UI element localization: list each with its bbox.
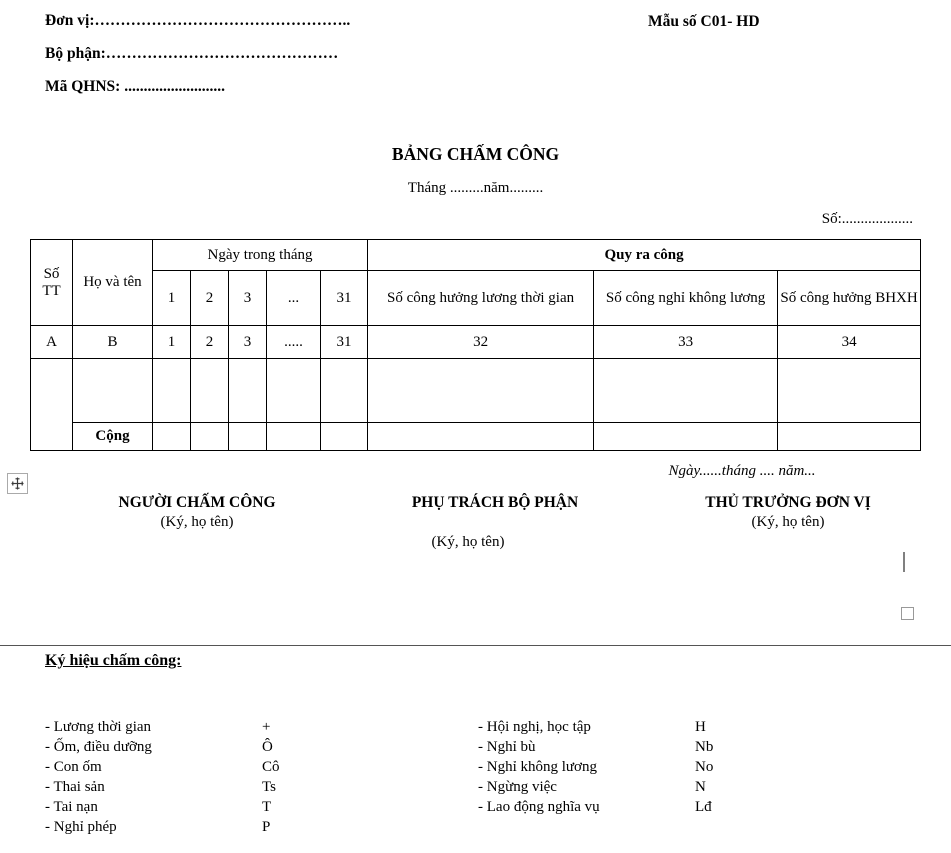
legend-item xyxy=(478,737,768,757)
text-cursor-mark xyxy=(903,552,905,572)
legend-symbol: Nb xyxy=(695,739,714,755)
col-header-quy-group: Quy ra công xyxy=(368,240,921,271)
total-bhxh-cell[interactable] xyxy=(778,423,921,451)
legend-item xyxy=(45,777,335,797)
legend-label: - Lao động nghĩa vụ xyxy=(478,799,600,815)
signer-title-phu-trach: PHỤ TRÁCH BỘ PHẬN xyxy=(411,494,579,511)
resize-handle-icon[interactable] xyxy=(901,607,914,620)
entry-day-cell[interactable] xyxy=(191,359,229,423)
legend-item xyxy=(478,777,768,797)
index-cell-3: 3 xyxy=(229,326,267,359)
page-subtitle: Tháng .........năm......... xyxy=(407,180,544,196)
timesheet-table xyxy=(30,239,921,451)
entry-day-cell[interactable] xyxy=(153,359,191,423)
legend-label: - Con ốm xyxy=(45,759,102,775)
col-header-paid-time: Số công hưởng lương thời gian xyxy=(368,271,594,326)
field-ma-qhns: Mã QHNS: .......................... xyxy=(45,78,225,95)
legend-label: - Ốm, điều dưỡng xyxy=(45,739,152,755)
legend-symbol: Cô xyxy=(262,759,280,775)
col-header-stt: Số TT xyxy=(31,240,73,326)
legend-symbol: N xyxy=(695,779,706,795)
entry-unpaid-cell[interactable] xyxy=(594,359,778,423)
col-header-day-3: 3 xyxy=(229,271,267,326)
legend-symbol: Lđ xyxy=(695,799,712,815)
entry-day-cell[interactable] xyxy=(229,359,267,423)
legend-item xyxy=(478,797,768,817)
legend-symbol: P xyxy=(262,819,271,835)
index-cell-31: 31 xyxy=(321,326,368,359)
form-number: Mẫu số C01- HD xyxy=(648,13,760,30)
col-header-unpaid: Số công nghỉ không lương xyxy=(594,271,778,326)
date-line: Ngày......tháng .... năm... xyxy=(668,463,816,479)
total-day-cell[interactable] xyxy=(229,423,267,451)
legend-symbol: H xyxy=(695,719,706,735)
legend-symbol: T xyxy=(262,799,272,815)
serial-number-line: Số:................... xyxy=(821,211,913,227)
entry-day-cell[interactable] xyxy=(321,359,368,423)
table-move-handle-icon[interactable] xyxy=(7,473,28,494)
index-cell-33: 33 xyxy=(594,326,778,359)
legend-item xyxy=(45,817,335,837)
entry-bhxh-cell[interactable] xyxy=(778,359,921,423)
signer-title-thu-truong: THỦ TRƯỞNG ĐƠN VỊ xyxy=(705,494,871,511)
move-cross-icon xyxy=(11,477,24,490)
legend-label: - Thai sản xyxy=(45,779,105,795)
entry-paid-time-cell[interactable] xyxy=(368,359,594,423)
index-cell-b: B xyxy=(73,326,153,359)
index-cell-2: 2 xyxy=(191,326,229,359)
total-day-cell[interactable] xyxy=(321,423,368,451)
legend-symbol: No xyxy=(695,759,714,775)
index-cell-32: 32 xyxy=(368,326,594,359)
legend-item xyxy=(45,717,335,737)
legend-item xyxy=(478,757,768,777)
legend-item xyxy=(45,737,335,757)
field-don-vi: Đơn vị:………………………………………….. xyxy=(45,12,351,29)
legend-label: - Tai nạn xyxy=(45,799,98,815)
legend-label: - Nghỉ không lương xyxy=(478,759,597,775)
legend-right-column xyxy=(478,717,768,817)
signer-sub-thu-truong: (Ký, họ tên) xyxy=(751,514,825,530)
section-divider xyxy=(0,645,951,646)
total-day-cell[interactable] xyxy=(191,423,229,451)
legend-symbol: + xyxy=(262,719,271,735)
page-title: BẢNG CHẤM CÔNG xyxy=(391,144,560,164)
index-cell-dots: ..... xyxy=(267,326,321,359)
entry-row xyxy=(31,359,921,423)
col-header-bhxh: Số công hưởng BHXH xyxy=(778,271,921,326)
legend-item xyxy=(478,717,768,737)
legend-label: - Nghỉ bù xyxy=(478,739,536,755)
total-paid-time-cell[interactable] xyxy=(368,423,594,451)
index-cell-34: 34 xyxy=(778,326,921,359)
legend-label: - Nghỉ phép xyxy=(45,819,117,835)
col-header-day-2: 2 xyxy=(191,271,229,326)
col-header-day-31: 31 xyxy=(321,271,368,326)
signer-sub-cham-cong: (Ký, họ tên) xyxy=(160,514,234,530)
legend-heading: Ký hiệu chấm công: xyxy=(45,652,182,669)
total-day-cell[interactable] xyxy=(153,423,191,451)
signer-title-cham-cong: NGƯỜI CHẤM CÔNG xyxy=(118,494,276,511)
total-day-cell[interactable] xyxy=(267,423,321,451)
entry-name-cell[interactable] xyxy=(73,359,153,423)
legend-label: - Ngừng việc xyxy=(478,779,557,795)
signer-sub-phu-trach: (Ký, họ tên) xyxy=(431,534,505,550)
entry-day-cell[interactable] xyxy=(267,359,321,423)
index-cell-1: 1 xyxy=(153,326,191,359)
entry-stt-cell[interactable] xyxy=(31,359,73,451)
total-label-cell: Cộng xyxy=(73,423,153,451)
legend-label: - Hội nghị, học tập xyxy=(478,719,591,735)
legend-item xyxy=(45,797,335,817)
col-header-name: Họ và tên xyxy=(73,240,153,326)
col-header-day-dots: ... xyxy=(267,271,321,326)
total-row xyxy=(31,423,921,451)
legend-symbol: Ts xyxy=(262,779,276,795)
legend-item xyxy=(45,757,335,777)
legend-label: - Lương thời gian xyxy=(45,719,152,735)
col-header-days-group: Ngày trong tháng xyxy=(153,240,368,271)
total-unpaid-cell[interactable] xyxy=(594,423,778,451)
legend-left-column xyxy=(45,717,335,837)
field-bo-phan: Bộ phận:……………………………………… xyxy=(45,45,339,62)
index-cell-a: A xyxy=(31,326,73,359)
col-header-day-1: 1 xyxy=(153,271,191,326)
index-row xyxy=(31,326,921,359)
legend-symbol: Ô xyxy=(262,739,273,755)
